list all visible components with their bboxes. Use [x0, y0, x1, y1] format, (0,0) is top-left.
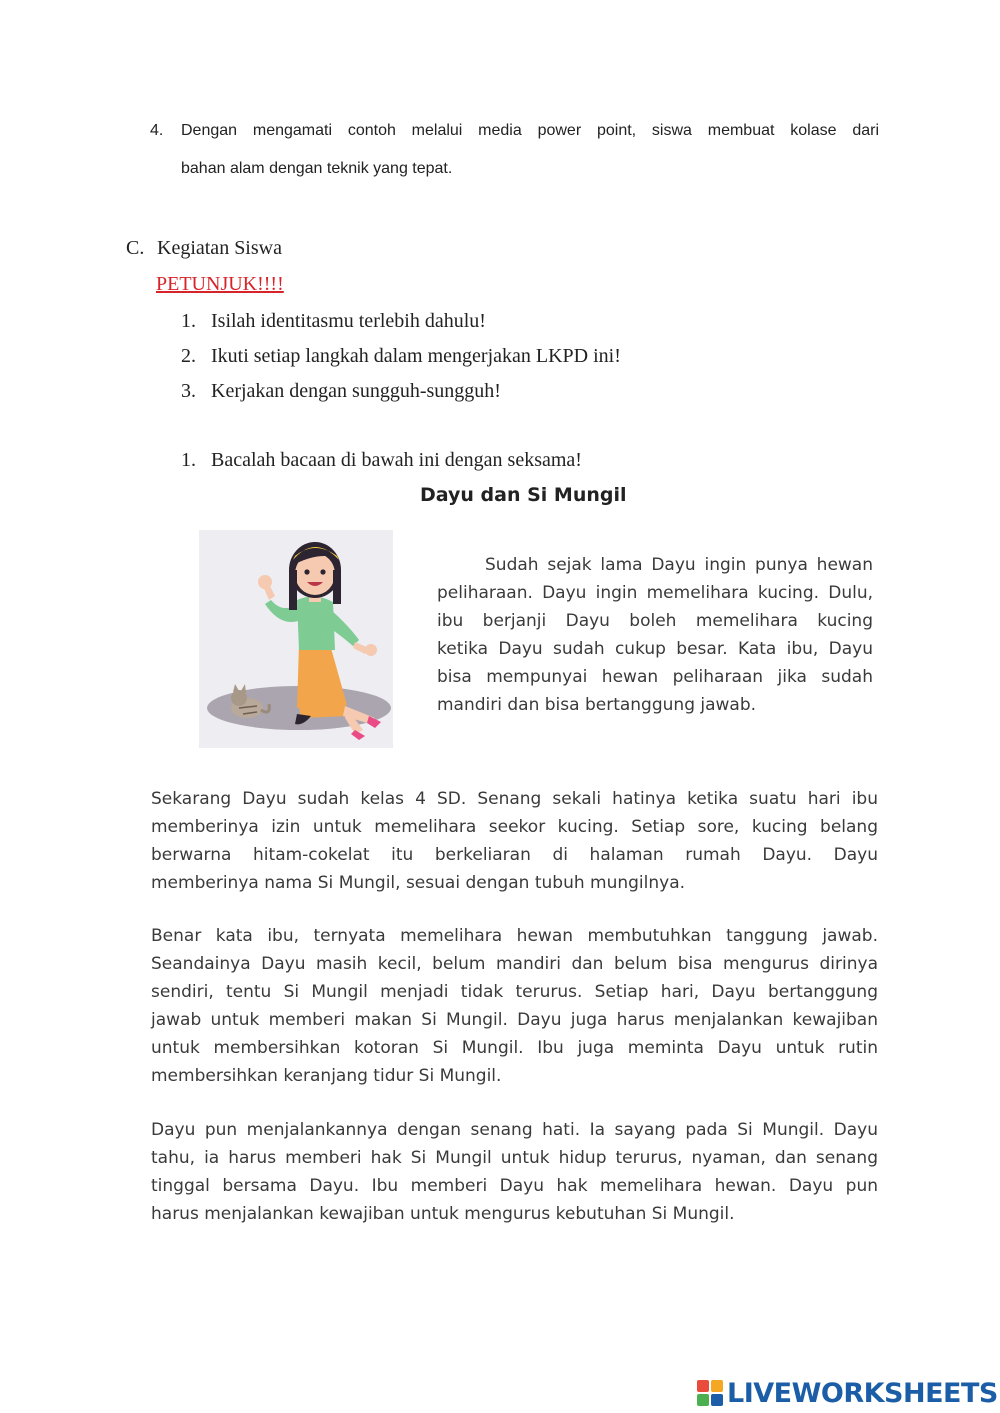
- instructions-list: [181, 306, 621, 411]
- story-line: ketika Dayu sudah cukup besar. Kata ibu, Dayu: [437, 639, 873, 659]
- instruction-text: Ikuti setiap langkah dalam mengerjakan LKPD ini!: [211, 345, 621, 367]
- story-paragraph-2: [151, 785, 878, 897]
- story-line: untuk membersihkan kotoran Si Mungil. Ibu juga meminta Dayu untuk rutin: [151, 1038, 878, 1058]
- story-line: harus menjalankan kewajiban untuk mengurus kebutuhan Si Mungil.: [151, 1204, 735, 1224]
- story-line: berwarna hitam-cokelat itu berkeliaran di halaman rumah Dayu. Dayu: [151, 845, 878, 865]
- story-line: Sekarang Dayu sudah kelas 4 SD. Senang sekali hatinya ketika suatu hari ibu: [151, 789, 878, 809]
- instruction-item: [181, 306, 621, 341]
- story-line: Seandainya Dayu masih kecil, belum mandiri dan belum bisa mengurus dirinya: [151, 954, 878, 974]
- story-line: tinggal bersama Dayu. Ibu memberi Dayu hak memelihara hewan. Dayu pun: [151, 1176, 878, 1196]
- story-line: Dayu pun menjalankannya dengan senang hati. Ia sayang pada Si Mungil. Dayu: [151, 1120, 878, 1140]
- story-paragraph-1: [437, 551, 873, 719]
- story-line: Benar kata ibu, ternyata memelihara hewan membutuhkan tanggung jawab.: [151, 926, 878, 946]
- logo-text: LIVEWORKSHEETS: [727, 1377, 998, 1409]
- story-line: mandiri dan bisa bertanggung jawab.: [437, 695, 757, 715]
- instruction-text: Isilah identitasmu terlebih dahulu!: [211, 310, 486, 332]
- section-title: Kegiatan Siswa: [157, 237, 282, 259]
- story-title: Dayu dan Si Mungil: [420, 484, 627, 506]
- instruction-number: 1.: [181, 310, 196, 332]
- instruction-number: 3.: [181, 380, 196, 402]
- instruction-text: Kerjakan dengan sungguh-sungguh!: [211, 380, 501, 402]
- girl-with-cat-illustration: [199, 530, 393, 748]
- objective-number: 4.: [150, 122, 164, 139]
- story-illustration: [199, 530, 393, 748]
- task-text: Bacalah bacaan di bawah ini dengan seksama!: [211, 449, 582, 471]
- objective-text-line-2: bahan alam dengan teknik yang tepat.: [181, 160, 453, 177]
- story-line: Sudah sejak lama Dayu ingin punya hewan: [485, 555, 873, 575]
- objective-text-line-1: Dengan mengamati contoh melalui media power point, siswa membuat kolase dari: [181, 122, 879, 139]
- instruction-number: 2.: [181, 345, 196, 367]
- story-line: bisa mempunyai hewan peliharaan jika sudah: [437, 667, 873, 687]
- story-line: tahu, ia harus memberi hak Si Mungil untuk hidup terurus, nyaman, dan senang: [151, 1148, 878, 1168]
- story-paragraph-3: [151, 922, 878, 1090]
- task-number: 1.: [181, 449, 196, 471]
- story-line: sendiri, tentu Si Mungil menjadi tidak terurus. Setiap hari, Dayu bertanggung: [151, 982, 878, 1002]
- instructions-heading: PETUNJUK!!!!: [156, 273, 284, 295]
- story-line: jawab untuk memberi makan Si Mungil. Dayu juga harus menjalankan kewajiban: [151, 1010, 878, 1030]
- logo-grid-icon: [697, 1380, 723, 1406]
- story-line: memberinya nama Si Mungil, sesuai dengan tubuh mungilnya.: [151, 873, 686, 893]
- story-line: ibu berjanji Dayu boleh memelihara kucing: [437, 611, 873, 631]
- task-instruction: [181, 449, 582, 472]
- story-paragraph-4: [151, 1116, 878, 1228]
- story-line: memberinya izin untuk memelihara seekor kucing. Setiap sore, kucing belang: [151, 817, 878, 837]
- story-line: membersihkan keranjang tidur Si Mungil.: [151, 1066, 502, 1086]
- story-line: peliharaan. Dayu ingin memelihara kucing. Dulu,: [437, 583, 873, 603]
- liveworksheets-logo[interactable]: [697, 1376, 998, 1410]
- instruction-item: [181, 376, 621, 411]
- instruction-item: [181, 341, 621, 376]
- section-letter: C.: [126, 237, 145, 259]
